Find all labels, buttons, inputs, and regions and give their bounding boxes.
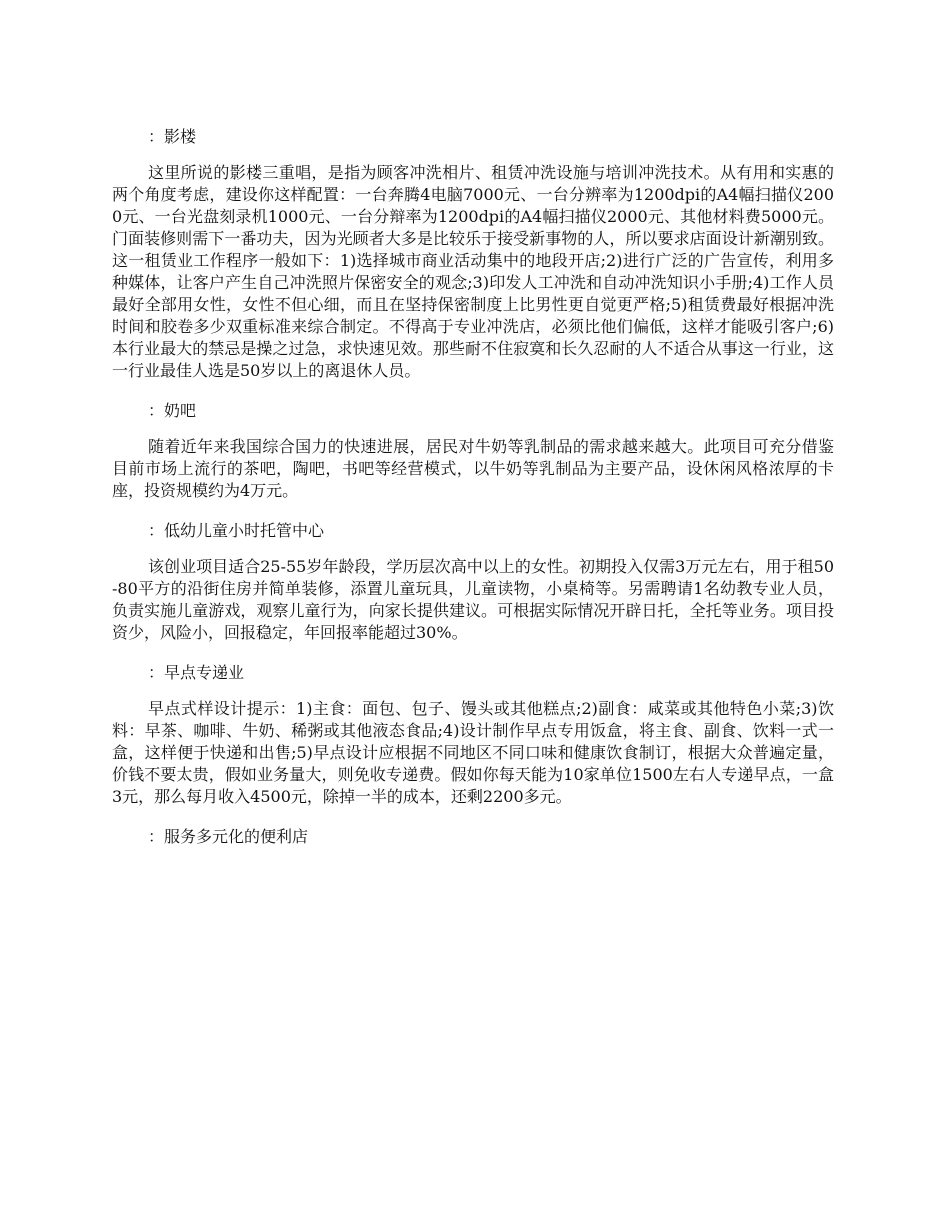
section-paragraph-milk-bar: 随着近年来我国综合国力的快速进展，居民对牛奶等乳制品的需求越来越大。此项目可充分借鉴目前市场上流行的茶吧，陶吧，书吧等经营模式，以牛奶等乳制品为主要产品，设休闲风格浓厚的卡座，投资规模约为4万元。 — [112, 437, 834, 500]
section-paragraph-photo-studio: 这里所说的影楼三重唱，是指为顾客冲洗相片、租赁冲洗设施与培训冲洗技术。从有用和实惠的两个角度考虑，建设你这样配置：一台奔腾4电脑7000元、一台分辨率为1200dpi的A4幅扫描仪2000元、一台光盘刻录机1000元、一台分辩率为1200dpi的A4幅扫描仪2000元、其他材料费5000元。门面装修则需下一番功夫，因为光顾者大多是比较乐于接受新事物的人，所以要求店面设计新潮别致。这一租赁业工作程序一般如下：1)选择城市商业活动集中的地段开店;2)进行广泛的广告宣传，利用多种媒体，让客户产生自己冲洗照片保密安全的观念;3)印发人工冲洗和自动冲洗知识小手册;4)工作人员最好全部用女性，女性不但心细，而且在坚持保密制度上比男性更自觉更严格;5)租赁费最好根据冲洗时间和胶卷多少双重标准来综合制定。不得高于专业冲洗店，必须比他们偏低，这样才能吸引客户;6)本行业最大的禁忌是操之过急，求快速见效。那些耐不住寂寞和长久忍耐的人不适合从事这一行业，这一行业最佳人选是50岁以上的离退休人员。 — [112, 163, 834, 380]
section-heading-milk-bar: ：奶吧 — [148, 401, 197, 420]
section-paragraph-breakfast-delivery: 早点式样设计提示：1)主食：面包、包子、馒头或其他糕点;2)副食：咸菜或其他特色小菜;3)饮料：早茶、咖啡、牛奶、稀粥或其他液态食品;4)设计制作早点专用饭盒，将主食、副食、饮料一式一盒，这样便于快递和出售;5)早点设计应根据不同地区不同口味和健康饮食制订，根据大众普遍定量，价钱不要太贵，假如业务量大，则免收专递费。假如你每天能为10家单位1500左右人专递早点，一盒3元，那么每月收入4500元，除掉一半的成本，还剩2200多元。 — [112, 699, 834, 806]
section-paragraph-child-care: 该创业项目适合25-55岁年龄段，学历层次高中以上的女性。初期投入仅需3万元左右，用于租50-80平方的沿街住房并简单装修，添置儿童玩具，儿童读物，小桌椅等。另需聘请1名幼教专业人员，负责实施儿童游戏，观察儿童行为，向家长提供建议。可根据实际情况开辟日托，全托等业务。项目投资少，风险小，回报稳定，年回报率能超过30%。 — [112, 557, 834, 642]
section-heading-convenience-store: ：服务多元化的便利店 — [148, 827, 309, 846]
section-heading-breakfast-delivery: ：早点专递业 — [148, 663, 245, 682]
section-heading-photo-studio: ：影楼 — [148, 127, 197, 146]
section-heading-child-care: ：低幼儿童小时托管中心 — [148, 521, 325, 540]
document-body — [112, 125, 834, 862]
